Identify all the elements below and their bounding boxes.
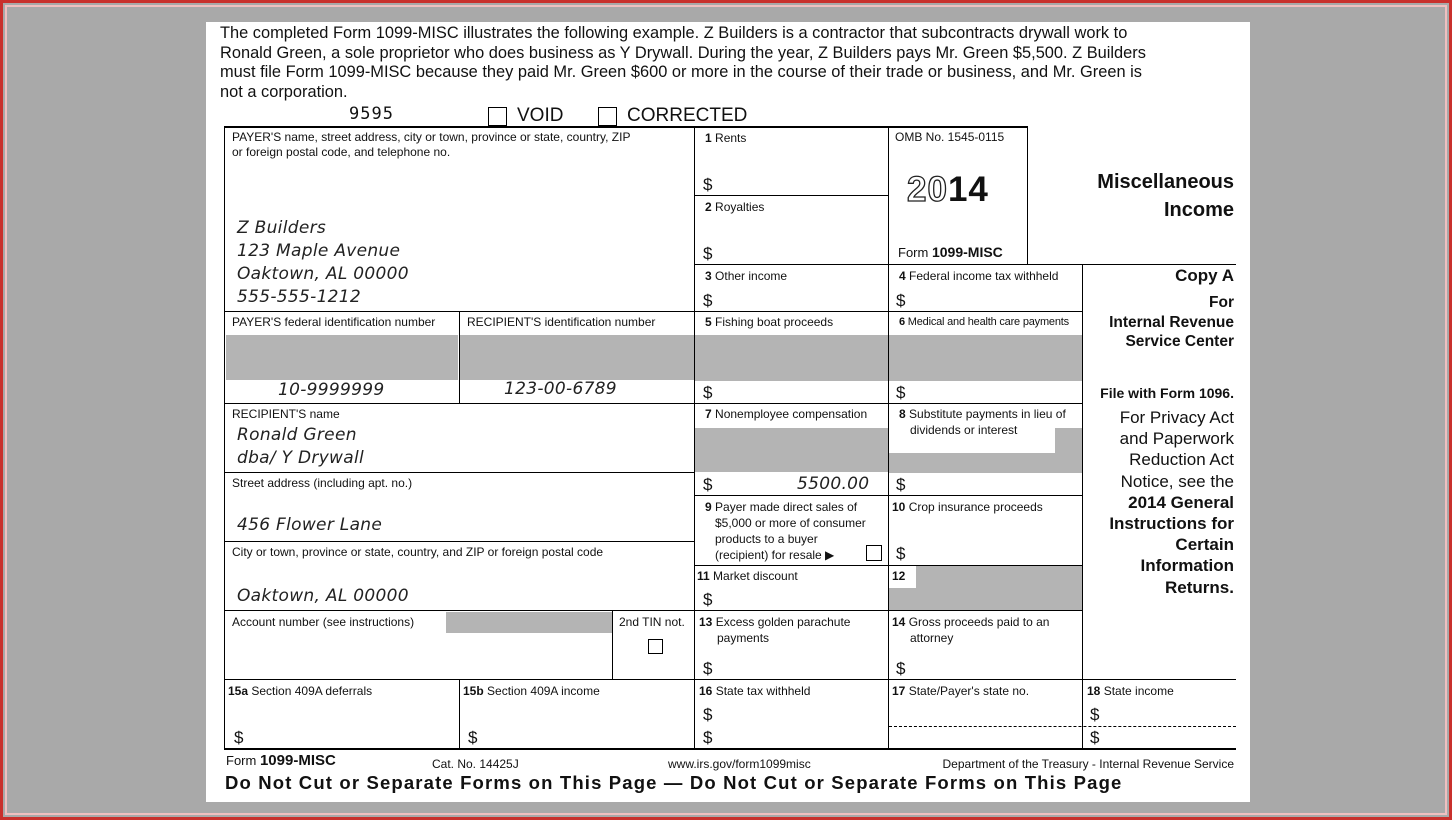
box8-label: 8 Substitute payments in lieu of dividends or interest	[899, 407, 1066, 437]
form-title	[1097, 168, 1234, 224]
box4-label: 4 Federal income tax withheld	[899, 269, 1059, 283]
privacy-line1: For Privacy Act	[1119, 408, 1234, 427]
rule-state-dashed	[889, 726, 1236, 727]
box4-dollar[interactable]: $	[896, 291, 906, 310]
rule-city	[224, 610, 1082, 611]
shade-box7	[695, 428, 888, 472]
box2-label: 2 Royalties	[705, 200, 765, 214]
privacy-notice	[1109, 407, 1234, 598]
box13-label: 13 Excess golden parachute payments	[699, 615, 851, 645]
box14-label: 14 Gross proceeds paid to an attorney	[892, 615, 1050, 645]
box9-checkbox[interactable]	[866, 545, 882, 561]
recipient-street-label: Street address (including apt. no.)	[232, 476, 413, 490]
payer-fed-id[interactable]: 10-9999999	[278, 380, 385, 400]
box10-dollar[interactable]: $	[896, 544, 906, 563]
rule-15-split	[459, 679, 460, 748]
box17-label: 17 State/Payer's state no.	[892, 684, 1030, 698]
title-line1: Miscellaneous	[1097, 171, 1234, 193]
box15b-dollar[interactable]: $	[468, 728, 478, 747]
omb-number: OMB No. 1545-0115	[895, 130, 1005, 144]
box3-label: 3 Other income	[705, 269, 788, 283]
box16-label: 16 State tax withheld	[699, 684, 811, 698]
omb-form-name: Form 1099-MISC	[898, 244, 1003, 260]
rule-tin-split	[459, 311, 460, 403]
shade-box12-top	[916, 565, 1082, 588]
recipient-name[interactable]: Ronald Green	[237, 425, 357, 445]
copy-panel-irs2: Service Center	[1125, 333, 1234, 350]
rule-row1	[694, 264, 1236, 265]
box16-dollar-1[interactable]: $	[703, 705, 713, 724]
shade-box5	[695, 335, 888, 381]
box2-dollar[interactable]: $	[703, 244, 713, 263]
privacy-line2: and Paperwork	[1119, 429, 1234, 449]
rule-omb-right	[1027, 126, 1028, 264]
payer-name[interactable]: Z Builders	[237, 218, 327, 238]
box16-dollar-2[interactable]: $	[703, 728, 713, 747]
footer-warning: Do Not Cut or Separate Forms on This Page — Do Not Cut or Separate Forms on This Page	[225, 772, 1123, 793]
box15a-label: 15a Section 409A deferrals	[228, 684, 373, 698]
box8-dollar[interactable]: $	[896, 475, 906, 494]
box3-dollar[interactable]: $	[703, 291, 713, 310]
rule-recipient-name	[224, 472, 694, 473]
box9-label: 9 Payer made direct sales of $5,000 or more of consumer products to a buyer (recipient) for resale ▶	[705, 500, 866, 562]
intro-line-3: must file Form 1099-MISC because they paid Mr. Green $600 or more in the course of their trade or business, and Mr. Green is	[220, 63, 1142, 81]
form-paper	[206, 22, 1250, 802]
rule-street	[224, 541, 694, 542]
rule-col2	[694, 126, 695, 748]
copy-panel-for	[1109, 293, 1234, 352]
tax-year-bold: 14	[947, 170, 989, 209]
privacy-line5: 2014 General	[1128, 492, 1234, 512]
tin-not-label: 2nd TIN not.	[619, 615, 685, 629]
shade-box12-bottom	[889, 588, 1082, 610]
box14-dollar[interactable]: $	[896, 659, 906, 678]
rule-col4	[1082, 264, 1083, 748]
payer-label-line2: or foreign postal code, and telephone no.	[232, 145, 451, 159]
rule-bottom	[224, 748, 1236, 750]
shade-payer-tin	[226, 335, 458, 380]
box1-label: 1 Rents	[705, 131, 747, 145]
box5-dollar[interactable]: $	[703, 383, 713, 402]
payer-fed-id-label: PAYER'S federal identification number	[232, 315, 436, 329]
box15a-dollar[interactable]: $	[234, 728, 244, 747]
tin-not-checkbox[interactable]	[648, 639, 663, 654]
file-with-label: File with Form 1096.	[1100, 385, 1234, 401]
recipient-city[interactable]: Oaktown, AL 00000	[237, 586, 409, 606]
payer-label	[232, 130, 630, 160]
footer-cat: Cat. No. 14425J	[432, 757, 519, 771]
recipient-id-label: RECIPIENT'S identification number	[467, 315, 656, 329]
rule-box1-bottom	[694, 195, 888, 196]
box18-dollar-2[interactable]: $	[1090, 728, 1100, 747]
payer-phone[interactable]: 555-555-1212	[237, 287, 362, 307]
box6-dollar[interactable]: $	[896, 383, 906, 402]
tax-year-outline: 20	[907, 170, 948, 209]
intro-line-1: The completed Form 1099-MISC illustrates the following example. Z Builders is a contractor that subcontracts drywall work to	[220, 24, 1128, 42]
recipient-city-label: City or town, province or state, country, and ZIP or foreign postal code	[232, 545, 604, 559]
box6-label: 6 Medical and health care payments	[899, 316, 1069, 328]
box5-label: 5 Fishing boat proceeds	[705, 315, 834, 329]
box10-label: 10 Crop insurance proceeds	[892, 500, 1043, 514]
corrected-checkbox[interactable]	[598, 107, 617, 126]
title-line2: Income	[1163, 199, 1234, 221]
shade-recipient-tin	[460, 335, 694, 380]
box1-dollar[interactable]: $	[703, 175, 713, 194]
box11-label: 11 Market discount	[697, 569, 798, 583]
rule-row-15	[224, 679, 1236, 680]
void-checkbox[interactable]	[488, 107, 507, 126]
footer-url: www.irs.gov/form1099misc	[668, 757, 811, 771]
copy-a-label: Copy A	[1175, 266, 1234, 285]
intro-text	[220, 24, 1146, 102]
privacy-line9: Returns.	[1165, 577, 1234, 597]
privacy-line7: Certain	[1175, 535, 1234, 555]
rule-top	[224, 126, 1028, 128]
privacy-line4: Notice, see the	[1120, 471, 1234, 491]
box7-value[interactable]: 5500.00	[797, 474, 870, 494]
copy-panel-for-text: For	[1209, 294, 1234, 311]
intro-line-4: not a corporation.	[220, 82, 348, 101]
box7-dollar: $	[703, 475, 713, 494]
corrected-label: CORRECTED	[627, 105, 748, 126]
rule-row3	[224, 403, 1082, 404]
box18-label: 18 State income	[1087, 684, 1174, 698]
intro-line-2: Ronald Green, a sole proprietor who does business as Y Drywall. During the year, Z Builders pays Mr. Green $5,500. Z Builders	[220, 43, 1146, 62]
form-code: 9595	[349, 104, 394, 124]
box15b-label: 15b Section 409A income	[463, 684, 600, 698]
rule-left	[224, 126, 225, 748]
recipient-street[interactable]: 456 Flower Lane	[237, 515, 383, 535]
rule-tin-not	[612, 610, 613, 679]
tax-year	[907, 170, 989, 210]
box11-dollar[interactable]: $	[703, 590, 713, 609]
account-label: Account number (see instructions)	[232, 615, 415, 629]
box18-dollar-1[interactable]: $	[1090, 705, 1100, 724]
shade-box6	[889, 335, 1082, 381]
privacy-line6: Instructions for	[1109, 514, 1234, 534]
recipient-dba[interactable]: dba/ Y Drywall	[237, 448, 365, 468]
recipient-name-label: RECIPIENT'S name	[232, 407, 340, 421]
rule-col3	[888, 126, 889, 748]
box7-label: 7 Nonemployee compensation	[705, 407, 868, 421]
payer-label-line1: PAYER'S name, street address, city or town, province or state, country, ZIP	[232, 130, 631, 144]
box12-label: 12	[892, 569, 906, 583]
footer-dept: Department of the Treasury - Internal Revenue Service	[942, 757, 1234, 771]
shade-account	[446, 612, 612, 633]
privacy-line3: Reduction Act	[1129, 450, 1234, 470]
recipient-id[interactable]: 123-00-6789	[504, 379, 617, 399]
rule-row2	[224, 311, 1082, 312]
payer-city[interactable]: Oaktown, AL 00000	[237, 264, 409, 284]
payer-street[interactable]: 123 Maple Avenue	[237, 241, 401, 261]
copy-panel-irs1: Internal Revenue	[1109, 313, 1234, 331]
box13-dollar[interactable]: $	[703, 659, 713, 678]
privacy-line8: Information	[1140, 556, 1234, 576]
footer-form: Form 1099-MISC	[226, 752, 336, 769]
shade-box8-lower	[889, 453, 1082, 473]
void-label: VOID	[517, 105, 564, 126]
